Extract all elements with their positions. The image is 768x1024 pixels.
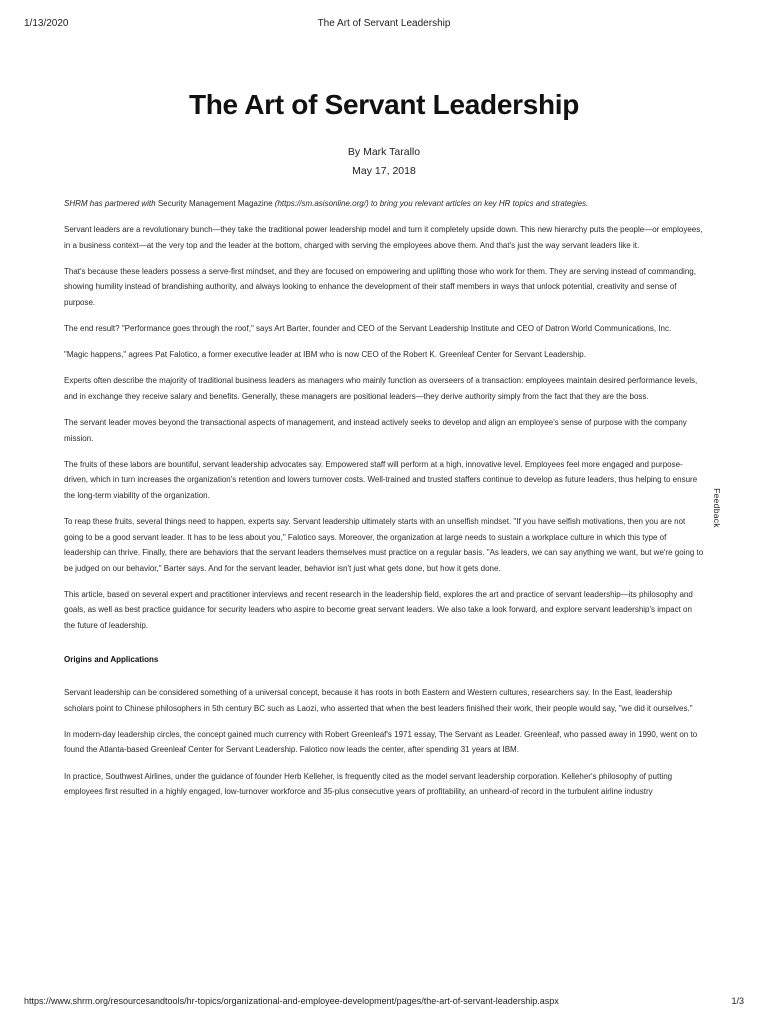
paragraph: Servant leaders are a revolutionary bunch—they take the traditional power leadership model and turn it completely upside down. This new hierarchy puts the people—or employees, in a business context—at the very top and the leader at the bottom, charged with serving the employees above them. And that's just the way servant leaders like it. (64, 225, 703, 250)
paragraph: In modern-day leadership circles, the concept gained much currency with Robert Greenleaf's 1971 essay, The Servant as Leader. Greenleaf, who passed away in 1990, went on to found the Atlanta-based Greenleaf Center for Servant Leadership. Falotico now leads the center, after spending 31 years at IBM. (64, 729, 698, 755)
partner-link[interactable]: Security Management Magazine (157, 199, 273, 208)
partner-note-text-2: (https://sm.asisonline.org/) to bring you relevant articles on key HR topics and strategies. (274, 199, 589, 208)
page-number: 1/3 (731, 996, 744, 1006)
paragraph: Experts often describe the majority of traditional business leaders as managers who mainly function as overseers of a transaction: employees maintain desired performance levels, and in exchange they receive salary and benefits. Generally, these managers are positional leaders—they derive authority simply from the fact that they are the boss. (64, 376, 698, 401)
feedback-tab[interactable] (710, 487, 724, 533)
print-page-title: The Art of Servant Leadership (317, 18, 451, 29)
article-title: The Art of Servant Leadership (188, 88, 580, 120)
paragraph: The end result? "Performance goes through the roof," says Art Barter, founder and CEO of the Servant Leadership Institute and CEO of Datron World Communications, Inc. (64, 324, 672, 334)
partner-note (64, 196, 704, 212)
page-url: https://www.shrm.org/resourcesandtools/hr-topics/organizational-and-employee-development/pages/the-art-of-servant-leadership.aspx (24, 996, 559, 1006)
partner-note-text: SHRM has partnered with (64, 199, 156, 208)
paragraph: To reap these fruits, several things need to happen, experts say. Servant leadership ultimately starts with an unselfish mindset. "If you have selfish motivations, then you are not going to be a good servant leader. It has to be less about you," Falotico says. Moreover, the organization at large needs to sustain a workplace culture in which this type of leadership can thrive. Finally, there are behaviors that the servant leaders themselves must practice on a regular basis. "As leaders, we can say anything we want, but we're going to be judged on our behavior," Barter says. And for the servant leader, behavior isn't just what gets done, but how it gets done. (64, 516, 704, 573)
paragraph: Servant leadership can be considered something of a universal concept, because it has roots in both Eastern and Western cultures, researchers say. In the East, leadership scholars point to Chinese philosophers in 5th century BC such as Laozi, who asserted that when the best leaders finished their work, their people would say, "we did it ourselves." (64, 688, 693, 713)
paragraph: The fruits of these labors are bountiful, servant leadership advocates say. Empowered staff will perform at a high, innovative level. Employees feel more engaged and purpose-driven, which in turn increases the organization's retention and lowers turnover costs. Well-trained and trusted staffers continue to develop as future leaders, thus helping to ensure the long-term viability of the organization. (64, 459, 698, 500)
article-body (64, 196, 704, 810)
feedback-label: Feedback (712, 488, 722, 528)
paragraph: This article, based on several expert and practitioner interviews and recent research in the leadership field, explores the art and practice of servant leadership—its philosophy and goals, as well as best practice guidance for security leaders who aspire to become great servant leaders. We also take a look forward, and explore servant leadership's impact on the future of leadership. (64, 589, 693, 630)
author: By Mark Tarallo (347, 146, 421, 158)
print-header (24, 18, 744, 32)
section-heading: Origins and Applications (64, 654, 159, 664)
print-date: 1/13/2020 (24, 18, 69, 29)
paragraph: In practice, Southwest Airlines, under the guidance of founder Herb Kelleher, is frequently cited as the model servant leadership corporation. Kelleher's philosophy of putting employees first resulted in a highly engaged, low-turnover workforce and 35-plus consecutive years of profitability, an unheard-of record in the turbulent airline industry (64, 771, 673, 797)
paragraph: "Magic happens," agrees Pat Falotico, a former executive leader at IBM who is now CEO of the Robert K. Greenleaf Center for Servant Leadership. (64, 350, 586, 360)
publish-date: May 17, 2018 (352, 165, 416, 177)
print-footer (24, 996, 744, 1010)
paragraph: The servant leader moves beyond the transactional aspects of management, and instead actively seeks to develop and align an employee's sense of purpose with the company mission. (64, 417, 687, 443)
byline (0, 143, 768, 181)
paragraph: That's because these leaders possess a serve-first mindset, and they are focused on empowering and uplifting those who work for them. They are serving instead of commanding, showing humility instead of brandishing authority, and always looking to enhance the development of their staff members in ways that unlock potential, creativity and sense of purpose. (64, 266, 696, 307)
